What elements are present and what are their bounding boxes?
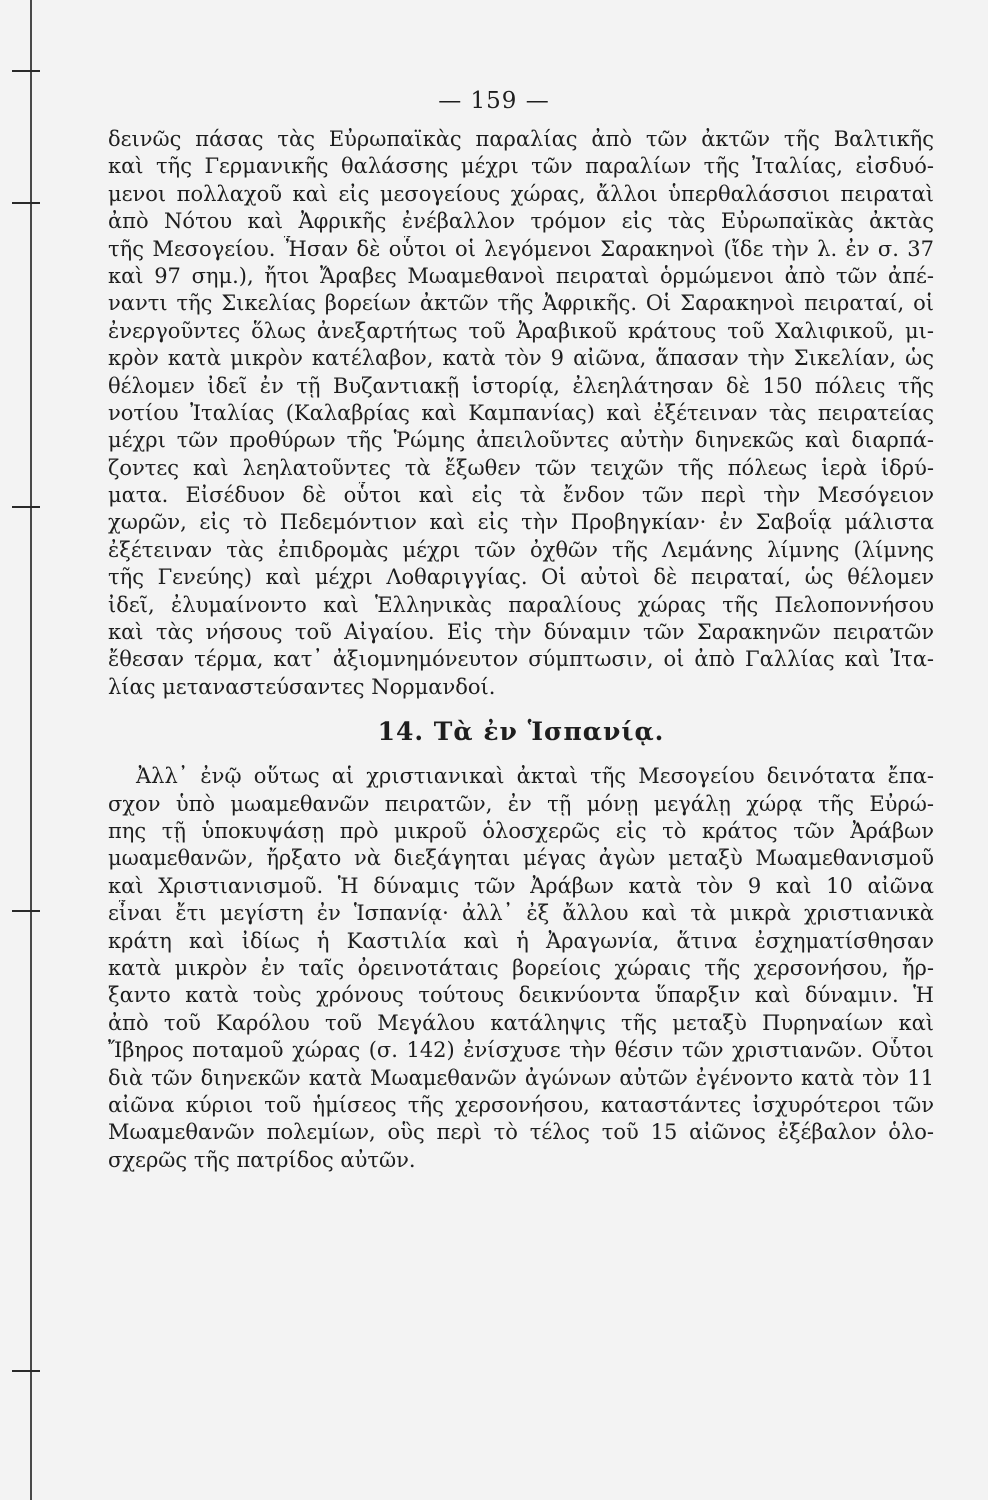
paragraph-before	[108, 126, 934, 701]
paragraph-after	[108, 763, 934, 1174]
text-line: αἰῶνα κύριοι τοῦ ἡμίσεος τῆς χερσονήσου, καταστάντες ἰσχυρότεροι τῶν	[108, 1092, 934, 1117]
text-line: μενοι πολλαχοῦ καὶ εἰς μεσογείους χώρας, ἄλλοι ὑπερθαλάσσιοι πειραταὶ	[108, 181, 934, 206]
text-line: καὶ 97 σημ.), ἤτοι Ἄραβες Μωαμεθανοὶ πειραταὶ ὁρμώμενοι ἀπὸ τῶν ἀπέ-	[108, 263, 934, 288]
section-heading: 14. Τὰ ἐν Ἱσπανίᾳ.	[377, 717, 665, 747]
text-line: μέχρι τῶν προθύρων τῆς Ῥώμης ἀπειλοῦντες αὐτὴν διηνεκῶς καὶ διαρπά-	[108, 428, 934, 453]
text-line: κατὰ μικρὸν ἐν ταῖς ὀρεινοτάταις βορείοις χώραις τῆς χερσονήσου, ἤρ-	[108, 955, 934, 980]
text-line: ναντι τῆς Σικελίας βορείων ἀκτῶν τῆς Ἀφρικῆς. Οἱ Σαρακηνοὶ πειραταί, οἱ	[108, 291, 934, 316]
text-line: δεινῶς πάσας τὰς Εὐρωπαϊκὰς παραλίας ἀπὸ τῶν ἀκτῶν τῆς Βαλτικῆς	[108, 127, 934, 151]
text-line: ματα. Εἰσέδυον δὲ οὗτοι καὶ εἰς τὰ ἔνδον τῶν περὶ τὴν Μεσόγειον	[108, 483, 934, 508]
text-line: Μωαμεθανῶν πολεμίων, οὓς περὶ τὸ τέλος τοῦ 15 αἰῶνος ἐξέβαλον ὁλο-	[108, 1120, 934, 1145]
text-line: τῆς Γενεύης) καὶ μέχρι Λοθαριγγίας. Οἱ αὐτοὶ δὲ πειραταί, ὡς θέλομεν	[108, 565, 934, 590]
edge-tick-mark	[12, 70, 40, 72]
text-line: χωρῶν, εἰς τὸ Πεδεμόντιον καὶ εἰς τὴν Προβηγκίαν· ἐν Σαβοΐᾳ μάλιστα	[108, 510, 934, 535]
text-line: πης τῇ ὑποκυψάσῃ πρὸ μικροῦ ὁλοσχερῶς εἰς τὸ κράτος τῶν Ἀράβων	[108, 818, 934, 843]
text-line: ἔθεσαν τέρμα, κατ᾽ ἀξιομνημόνευτον σύμπτωσιν, οἱ ἀπὸ Γαλλίας καὶ Ἰτα-	[108, 647, 934, 672]
text-line: νοτίου Ἰταλίας (Καλαβρίας καὶ Καμπανίας) καὶ ἐξέτειναν τὰς πειρατείας	[108, 400, 934, 425]
text-line: ἰδεῖ, ἐλυμαίνοντο καὶ Ἑλληνικὰς παραλίους χώρας τῆς Πελοποννήσου	[108, 592, 934, 617]
text-line: καὶ τῆς Γερμανικῆς θαλάσσης μέχρι τῶν παραλίων τῆς Ἰταλίας, εἰσδυό-	[108, 154, 934, 179]
edge-tick-mark	[12, 506, 40, 508]
text-line: ἐξέτειναν τὰς ἐπιδρομὰς μέχρι τῶν ὀχθῶν τῆς Λεμάνης λίμνης (λίμνης	[108, 537, 934, 562]
text-line: ἀπὸ Νότου καὶ Ἀφρικῆς ἐνέβαλλον τρόμον εἰς τὰς Εὐρωπαϊκὰς ἀκτὰς	[108, 209, 934, 234]
text-line: μωαμεθανῶν, ἤρξατο νὰ διεξάγηται μέγας ἀγὼν μεταξὺ Μωαμεθανισμοῦ	[108, 846, 934, 871]
edge-tick-mark	[12, 202, 40, 204]
edge-tick-mark	[12, 1370, 40, 1372]
page-number: — 159 —	[438, 88, 550, 114]
text-line: θέλομεν ἰδεῖ ἐν τῇ Βυζαντιακῇ ἱστορίᾳ, ἐλεηλάτησαν δὲ 150 πόλεις τῆς	[108, 373, 934, 398]
text-line: κράτη καὶ ἰδίως ἡ Καστιλία καὶ ἡ Ἀραγωνία, ἅτινα ἐσχηματίσθησαν	[108, 928, 934, 953]
text-line: τῆς Μεσογείου. Ἦσαν δὲ οὗτοι οἱ λεγόμενοι Σαρακηνοὶ (ἴδε τὴν λ. ἐν σ. 37	[108, 236, 934, 261]
text-line: σχον ὑπὸ μωαμεθανῶν πειρατῶν, ἐν τῇ μόνῃ μεγάλῃ χώρᾳ τῆς Εὐρώ-	[108, 791, 934, 816]
text-line: καὶ τὰς νήσους τοῦ Αἰγαίου. Εἰς τὴν δύναμιν τῶν Σαρακηνῶν πειρατῶν	[108, 620, 934, 645]
text-line: ἐνεργοῦντες ὅλως ἀνεξαρτήτως τοῦ Ἀραβικοῦ κράτους τοῦ Χαλιφικοῦ, μι-	[108, 318, 934, 343]
binding-edge-line	[30, 0, 32, 1500]
text-line: κρὸν κατὰ μικρὸν κατέλαβον, κατὰ τὸν 9 αἰῶνα, ἅπασαν τὴν Σικελίαν, ὡς	[108, 346, 934, 371]
text-line: σχερῶς τῆς πατρίδος αὐτῶν.	[108, 1147, 416, 1172]
text-line: διὰ τῶν διηνεκῶν κατὰ Μωαμεθανῶν ἀγώνων αὐτῶν ἐγένοντο κατὰ τὸν 11	[108, 1065, 934, 1090]
text-line: ἀπὸ τοῦ Καρόλου τοῦ Μεγάλου κατάληψις τῆς μεταξὺ Πυρηναίων καὶ	[108, 1010, 934, 1035]
text-line: ξαντο κατὰ τοὺς χρόνους τούτους δεικνύοντα ὕπαρξιν καὶ δύναμιν. Ἡ	[108, 983, 934, 1008]
text-line: εἶναι ἔτι μεγίστη ἐν Ἱσπανίᾳ· ἀλλ᾽ ἐξ ἄλλου καὶ τὰ μικρὰ χριστιανικὰ	[108, 901, 934, 926]
text-line: ζοντες καὶ λεηλατοῦντες τὰ ἔξωθεν τῶν τειχῶν τῆς πόλεως ἱερὰ ἱδρύ-	[108, 455, 934, 480]
edge-tick-mark	[12, 910, 40, 912]
text-line: καὶ Χριστιανισμοῦ. Ἡ δύναμις τῶν Ἀράβων κατὰ τὸν 9 καὶ 10 αἰῶνα	[108, 873, 934, 898]
text-body	[108, 126, 934, 1174]
text-line: Ἴβηρος ποταμοῦ χώρας (σ. 142) ἐνίσχυσε τὴν θέσιν τῶν χριστιανῶν. Οὗτοι	[108, 1038, 934, 1063]
text-line: λίας μεταναστεύσαντες Νορμανδοί.	[108, 674, 496, 699]
text-line: Ἀλλ᾽ ἐνῷ οὕτως αἱ χριστιανικαὶ ἀκταὶ τῆς Μεσογείου δεινότατα ἔπα-	[136, 764, 934, 789]
